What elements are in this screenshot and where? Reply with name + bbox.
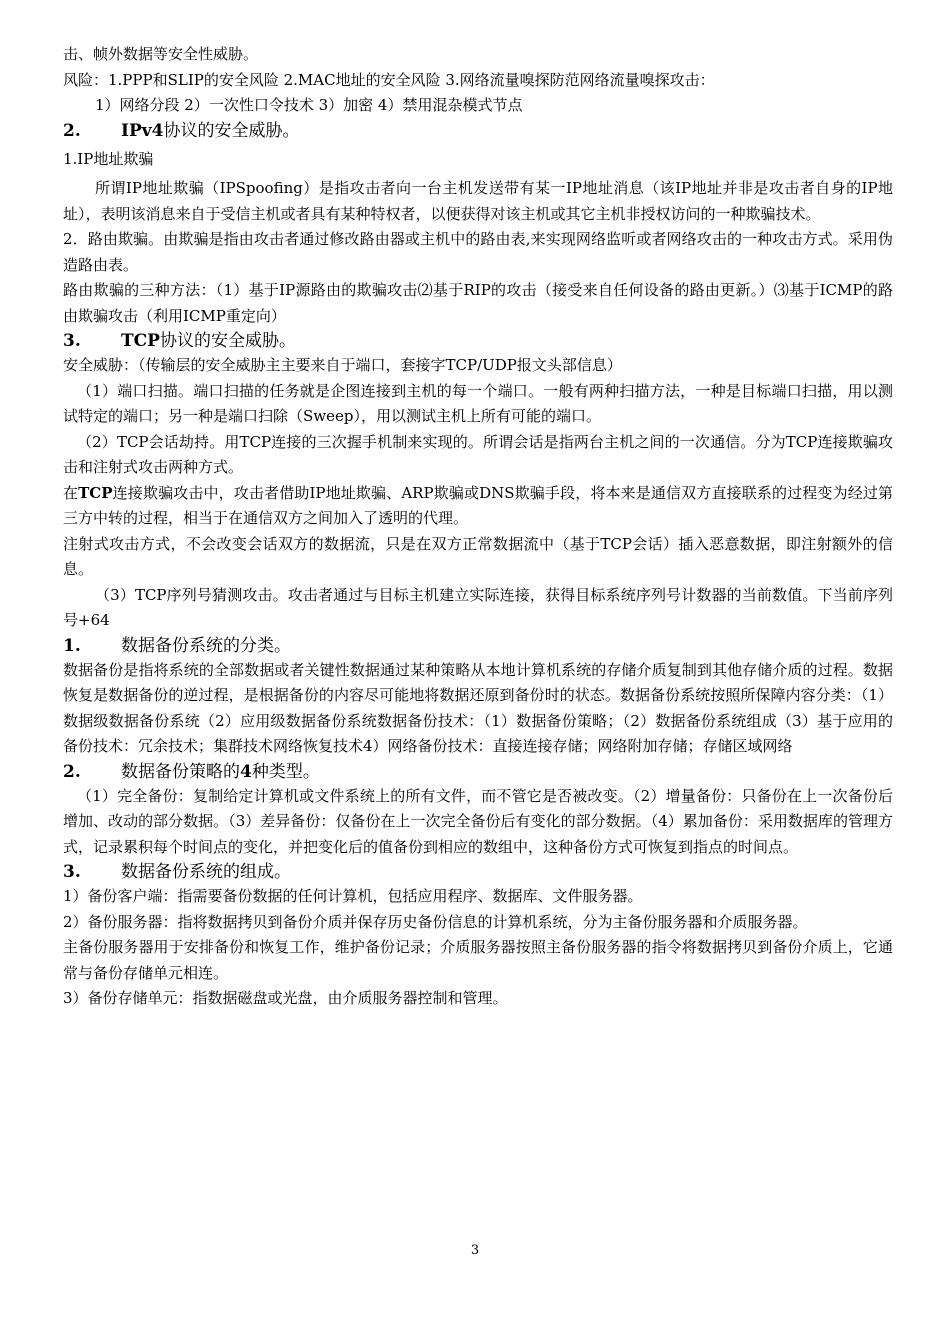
- heading-text: 协议的安全威胁。: [159, 331, 296, 351]
- paragraph-seq-guess: （3）TCP序列号猜测攻击。攻击者通过与目标主机建立实际连接，获得目标系统序列号计数器的当前数值。下当前序列号+64: [63, 585, 893, 629]
- paragraph-tcp-spoof: [63, 481, 893, 532]
- paragraph-session-hijack: （2）TCP会话劫持。用TCP连接的三次握手机制来实现的。所谓会话是指两台主机之间的一次通信。分为TCP连接欺骗攻击和注射式攻击两种方式。: [63, 432, 893, 476]
- heading-text: 种类型。: [251, 761, 320, 782]
- heading-number: 2.: [63, 761, 81, 782]
- heading-backup-components: [63, 860, 893, 884]
- heading-text: 数据备份系统的组成。: [121, 862, 291, 882]
- paragraph-component-server: 2）备份服务器：指将数据拷贝到备份介质并保存历史备份信息的计算机系统，分为主备份服务器和介质服务器。: [63, 912, 808, 931]
- paragraph-component-storage: 3）备份存储单元：指数据磁盘或光盘，由介质服务器控制和管理。: [63, 989, 508, 1007]
- paragraph-ip-spoof-title: 1.IP地址欺骗: [63, 149, 154, 168]
- paragraph-inject: 注射式攻击方式，不会改变会话双方的数据流，只是在双方正常数据流中（基于TCP会话）插入恶意数据，即注射额外的信息。: [63, 534, 893, 578]
- heading-number: 1.: [63, 635, 81, 656]
- paragraph-component-server-detail: 主备份服务器用于安排备份和恢复工作，维护备份记录；介质服务器按照主备份服务器的指令将数据拷贝到备份介质上，它通常与备份存储单元相连。: [63, 938, 893, 982]
- paragraph-backup-strategy: （1）完全备份：复制给定计算机或文件系统上的所有文件，而不管它是否被改变。（2）增量备份：只备份在上一次备份后增加、改动的部分数据。（3）差异备份：仅备份在上一次完全备份后有变化的部分数据。（4）累加备份：采用数据库的管理方式，记录累积每个时间点的变化，并把变化后的值备份到相应的数组中，这种备份方式可恢复到指点的时间点。: [63, 786, 893, 856]
- paragraph-risk: 风险：1.PPP和SLIP的安全风险 2.MAC地址的安全风险 3.网络流量嗅探防范网络流量嗅探攻击：: [63, 70, 715, 89]
- text-run: 连接欺骗攻击中，攻击者借助IP地址欺骗、ARP欺骗或DNS欺骗手段，将本来是通信双方直接联系的过程变为经过第三方中转的过程，相当于在通信双方之间加入了透明的代理。: [63, 483, 893, 527]
- page-number: 3: [470, 1243, 480, 1258]
- heading-ipv4-threats: [63, 119, 893, 143]
- paragraph-component-client: 1）备份客户端：指需要备份数据的任何计算机，包括应用程序、数据库、文件服务器。: [63, 887, 643, 905]
- paragraph-ip-spoof-definition: 所谓IP地址欺骗（IPSpoofing）是指攻击者向一台主机发送带有某一IP地址消息（该IP地址并非是攻击者自身的IP地址），表明该消息来自于受信主机或者具有某种特权者，以便获得对该主机或其它主机非授权访问的一种欺骗技术。: [63, 179, 893, 223]
- heading-number: 3.: [63, 862, 81, 882]
- paragraph-route-methods: 路由欺骗的三种方法：（1）基于IP源路由的欺骗攻击⑵基于RIP的攻击（接受来自任何设备的路由更新。）⑶基于ICMP的路由欺骗攻击（利用ICMP重定向）: [63, 281, 893, 325]
- paragraph-continuation: 击、帧外数据等安全性威胁。: [63, 45, 259, 63]
- heading-text: 数据备份系统的分类。: [121, 635, 291, 656]
- heading-text: 数据备份策略的: [121, 761, 240, 782]
- document-page: [63, 42, 893, 1012]
- paragraph-risk-list: 1）网络分段 2）一次性口令技术 3）加密 4）禁用混杂模式节点: [95, 96, 523, 114]
- heading-number: 3.: [63, 331, 81, 351]
- heading-backup-classification: [63, 634, 893, 658]
- heading-bold: IPv4: [121, 120, 164, 141]
- paragraph-backup-definition: 数据备份是指将系统的全部数据或者关键性数据通过某种策略从本地计算机系统的存储介质复制到其他存储介质的过程。数据恢复是数据备份的逆过程，是根据备份的内容尽可能地将数据还原到备份时的状态。数据备份系统按照所保障内容分类：（1）数据级数据备份系统（2）应用级数据备份系统数据备份技术：（1）数据备份策略；（2）数据备份系统组成（3）基于应用的备份技术：冗余技术；集群技术网络恢复技术4）网络备份技术：直接连接存储；网络附加存储；存储区域网络: [63, 660, 893, 755]
- heading-bold: TCP: [121, 331, 160, 351]
- text-run: 在: [63, 483, 79, 502]
- paragraph-tcp-threat: 安全威胁：（传输层的安全威胁主主要来自于端口，套接字TCP/UDP报文头部信息）: [63, 356, 622, 374]
- bold-run: TCP: [78, 483, 113, 502]
- paragraph-route-spoof: 2．路由欺骗。由欺骗是指由攻击者通过修改路由器或主机中的路由表,来实现网络监听或者网络攻击的一种攻击方式。采用伪造路由表。: [63, 230, 893, 274]
- heading-bold: 4: [240, 761, 252, 782]
- heading-tcp-threats: [63, 329, 893, 353]
- heading-text: 协议的安全威胁。: [163, 120, 300, 141]
- heading-backup-strategy: [63, 760, 893, 784]
- paragraph-port-scan: （1）端口扫描。端口扫描的任务就是企图连接到主机的每一个端口。一般有两种扫描方法，一种是目标端口扫描，用以测试特定的端口；另一种是端口扫除（Sweep），用以测试主机上所有可能的端口。: [63, 381, 893, 425]
- heading-number: 2.: [63, 120, 81, 141]
